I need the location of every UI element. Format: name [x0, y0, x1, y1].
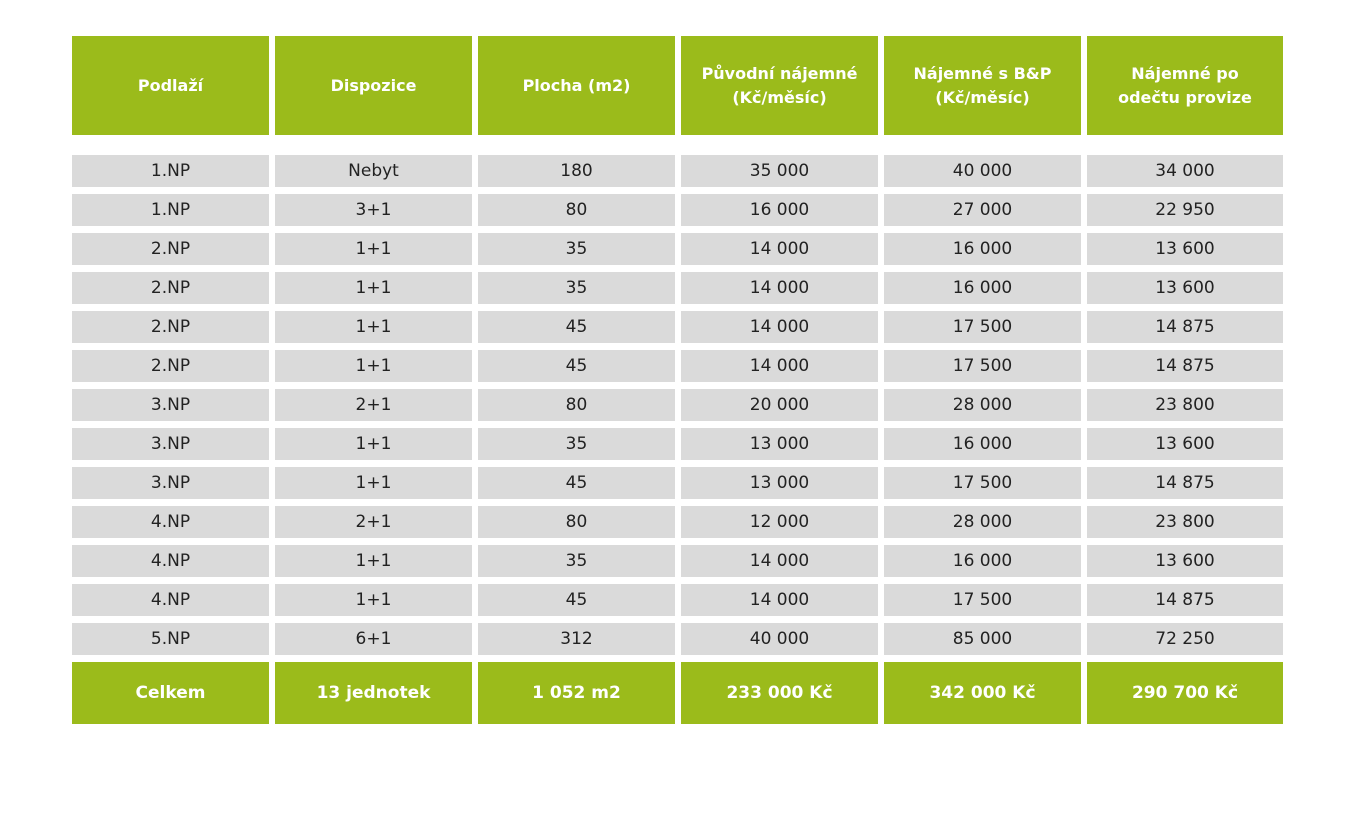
- table-cell: 1.NP: [72, 155, 269, 187]
- table-cell: 28 000: [884, 506, 1081, 538]
- table-row: [72, 311, 1283, 343]
- table-cell: 1+1: [275, 272, 472, 304]
- table-cell: 80: [478, 389, 675, 421]
- table-cell: 2.NP: [72, 311, 269, 343]
- table-row: [72, 584, 1283, 616]
- total-cell: 1 052 m2: [478, 662, 675, 724]
- table-cell: 14 000: [681, 311, 878, 343]
- table-cell: 22 950: [1087, 194, 1283, 226]
- table-cell: 17 500: [884, 467, 1081, 499]
- table-cell: 2.NP: [72, 233, 269, 265]
- header-line: odečtu provize: [1118, 87, 1252, 107]
- header-line: Dispozice: [330, 75, 417, 95]
- table-row: [72, 506, 1283, 538]
- table-cell: 45: [478, 350, 675, 382]
- header-floor: [72, 36, 269, 135]
- table-row: [72, 389, 1283, 421]
- table-row: [72, 623, 1283, 655]
- table-cell: 4.NP: [72, 545, 269, 577]
- table-cell: 5.NP: [72, 623, 269, 655]
- rental-table: [72, 36, 1283, 724]
- table-cell: 17 500: [884, 584, 1081, 616]
- table-cell: 3.NP: [72, 428, 269, 460]
- table-cell: 35: [478, 272, 675, 304]
- table-cell: 45: [478, 584, 675, 616]
- table-cell: 16 000: [884, 233, 1081, 265]
- total-cell: 290 700 Kč: [1087, 662, 1283, 724]
- table-cell: 1+1: [275, 467, 472, 499]
- table-cell: 13 000: [681, 428, 878, 460]
- table-cell: 13 600: [1087, 428, 1283, 460]
- table-cell: 80: [478, 194, 675, 226]
- table-cell: 3+1: [275, 194, 472, 226]
- table-cell: 16 000: [884, 272, 1081, 304]
- table-row: [72, 350, 1283, 382]
- table-cell: 35 000: [681, 155, 878, 187]
- table-cell: 16 000: [884, 428, 1081, 460]
- table-cell: 14 875: [1087, 467, 1283, 499]
- table-cell: 1+1: [275, 428, 472, 460]
- table-cell: 45: [478, 467, 675, 499]
- table-cell: 20 000: [681, 389, 878, 421]
- table-cell: 72 250: [1087, 623, 1283, 655]
- table-cell: 13 600: [1087, 233, 1283, 265]
- table-cell: 14 000: [681, 350, 878, 382]
- header-line: Podlaží: [137, 75, 204, 95]
- table-cell: 1+1: [275, 584, 472, 616]
- table-cell: 180: [478, 155, 675, 187]
- table-cell: 16 000: [884, 545, 1081, 577]
- table-cell: 35: [478, 545, 675, 577]
- table-cell: 17 500: [884, 311, 1081, 343]
- table-cell: 1+1: [275, 350, 472, 382]
- table-cell: 16 000: [681, 194, 878, 226]
- table-cell: 1+1: [275, 545, 472, 577]
- header-rent-after-commission: [1087, 36, 1283, 135]
- table-header-row: [72, 36, 1283, 135]
- table-cell: 3.NP: [72, 389, 269, 421]
- table-cell: 4.NP: [72, 584, 269, 616]
- table-row: [72, 272, 1283, 304]
- table-cell: 85 000: [884, 623, 1081, 655]
- header-line: (Kč/měsíc): [935, 87, 1030, 107]
- table-cell: 14 875: [1087, 311, 1283, 343]
- total-cell: Celkem: [72, 662, 269, 724]
- total-cell: 342 000 Kč: [884, 662, 1081, 724]
- header-line: Nájemné po: [1131, 63, 1239, 83]
- table-cell: 34 000: [1087, 155, 1283, 187]
- table-row: [72, 233, 1283, 265]
- header-line: Nájemné s B&P: [913, 63, 1052, 83]
- table-cell: 312: [478, 623, 675, 655]
- table-cell: 14 875: [1087, 584, 1283, 616]
- table-cell: 35: [478, 233, 675, 265]
- table-cell: 12 000: [681, 506, 878, 538]
- total-cell: 13 jednotek: [275, 662, 472, 724]
- header-line: (Kč/měsíc): [732, 87, 827, 107]
- table-cell: 17 500: [884, 350, 1081, 382]
- header-original-rent: [681, 36, 878, 135]
- table-row: [72, 155, 1283, 187]
- table-cell: 80: [478, 506, 675, 538]
- table-cell: 13 000: [681, 467, 878, 499]
- table-cell: 2+1: [275, 389, 472, 421]
- table-row: [72, 194, 1283, 226]
- table-cell: 23 800: [1087, 389, 1283, 421]
- table-cell: Nebyt: [275, 155, 472, 187]
- table-body: [72, 155, 1283, 655]
- table-cell: 23 800: [1087, 506, 1283, 538]
- table-cell: 14 000: [681, 272, 878, 304]
- table-cell: 14 000: [681, 545, 878, 577]
- table-cell: 28 000: [884, 389, 1081, 421]
- table-row: [72, 428, 1283, 460]
- table-cell: 13 600: [1087, 545, 1283, 577]
- table-cell: 2.NP: [72, 350, 269, 382]
- table-cell: 1.NP: [72, 194, 269, 226]
- table-cell: 13 600: [1087, 272, 1283, 304]
- table-cell: 1+1: [275, 311, 472, 343]
- table-cell: 40 000: [681, 623, 878, 655]
- table-cell: 40 000: [884, 155, 1081, 187]
- header-layout: [275, 36, 472, 135]
- table-cell: 1+1: [275, 233, 472, 265]
- header-line: Původní nájemné: [701, 63, 858, 83]
- header-line: Plocha (m2): [522, 75, 631, 95]
- table-cell: 2.NP: [72, 272, 269, 304]
- table-cell: 3.NP: [72, 467, 269, 499]
- table-cell: 35: [478, 428, 675, 460]
- table-cell: 14 875: [1087, 350, 1283, 382]
- table-cell: 4.NP: [72, 506, 269, 538]
- table-cell: 14 000: [681, 584, 878, 616]
- table-row: [72, 545, 1283, 577]
- table-cell: 45: [478, 311, 675, 343]
- header-rent-bp: [884, 36, 1081, 135]
- table-cell: 14 000: [681, 233, 878, 265]
- header-area: [478, 36, 675, 135]
- table-cell: 27 000: [884, 194, 1081, 226]
- table-row: [72, 467, 1283, 499]
- table-cell: 6+1: [275, 623, 472, 655]
- total-cell: 233 000 Kč: [681, 662, 878, 724]
- table-cell: 2+1: [275, 506, 472, 538]
- table-total-row: [72, 662, 1283, 724]
